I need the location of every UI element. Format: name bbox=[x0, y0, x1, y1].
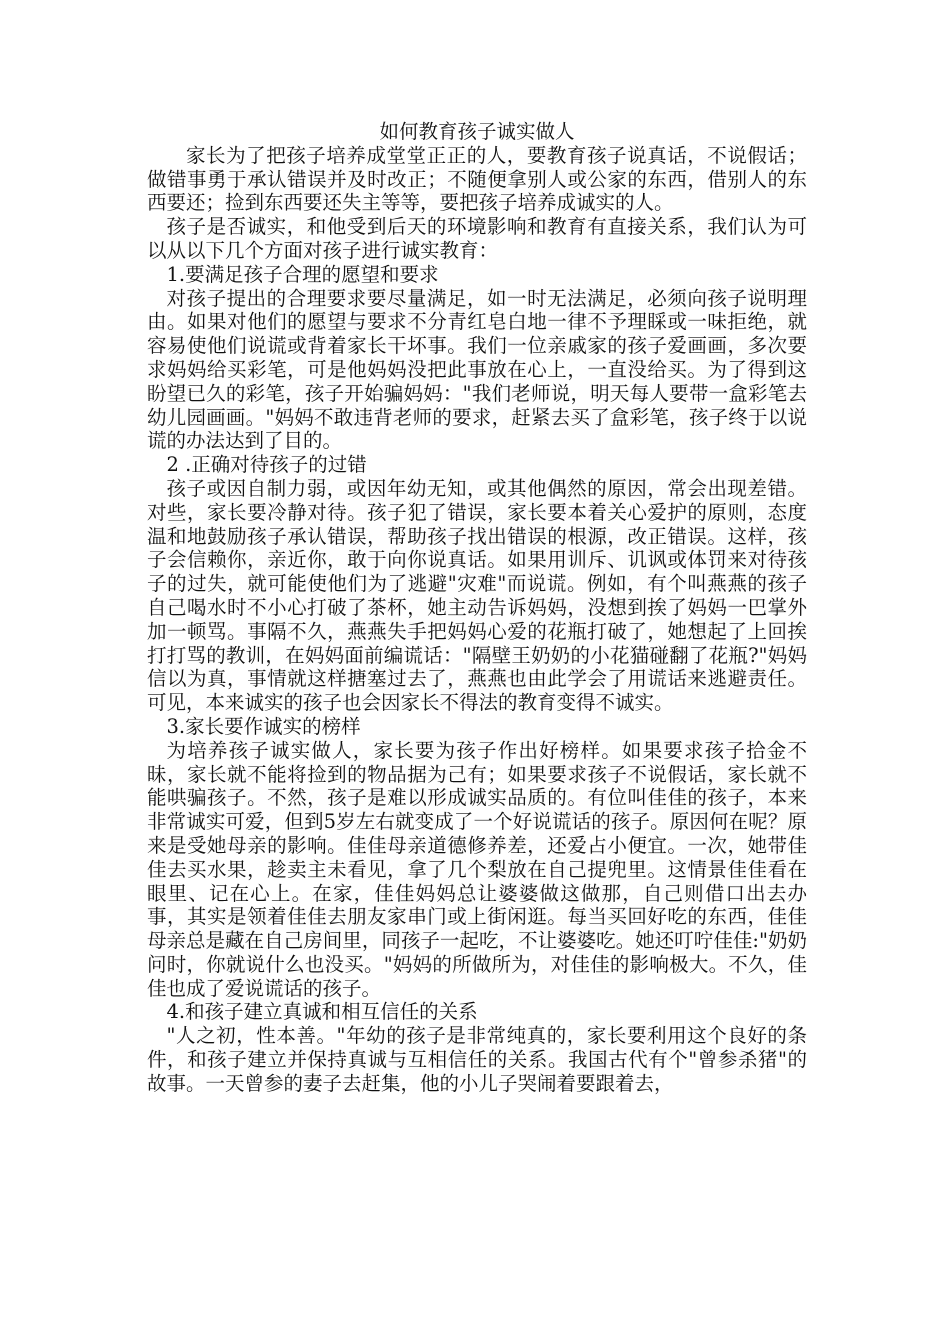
paragraph-intro: 家长为了把孩子培养成堂堂正正的人，要教育孩子说真话，不说假话；做错事勇于承认错误并及时改正；不随便拿别人或公家的东西，借别人的东西要还；捡到东西要还失主等等，要把孩子培养成诚实的人。 bbox=[147, 143, 807, 215]
section-heading-4: 4.和孩子建立真诚和相互信任的关系 bbox=[166, 1000, 478, 1024]
document-page bbox=[147, 120, 807, 1096]
section-heading-1: 1.要满足孩子合理的愿望和要求 bbox=[166, 262, 439, 286]
document-title: 如何教育孩子诚实做人 bbox=[379, 120, 575, 143]
paragraph-section-2: 孩子或因自制力弱，或因年幼无知，或其他偶然的原因，常会出现差错。对些，家长要冷静对待。孩子犯了错误，家长要本着关心爱护的原则，态度温和地鼓励孩子承认错误，帮助孩子找出错误的根源，改正错误。这样，孩子会信赖你，亲近你，敢于向你说真话。如果用训斥、讥讽或体罚来对待孩子的过失，就可能使他们为了逃避"灾难"而说谎。例如，有个叫燕燕的孩子自己喝水时不小心打破了茶杯，她主动告诉妈妈，没想到挨了妈妈一巴掌外加一顿骂。事隔不久，燕燕失手把妈妈心爱的花瓶打破了，她想起了上回挨打打骂的教训，在妈妈面前编谎话："隔壁王奶奶的小花猫碰翻了花瓶?"妈妈信以为真，事情就这样搪塞过去了，燕燕也由此学会了用谎话来逃避责任。可见，本来诚实的孩子也会因家长不得法的教育变得不诚实。 bbox=[147, 476, 807, 715]
paragraph-overview: 孩子是否诚实，和他受到后天的环境影响和教育有直接关系，我们认为可以从以下几个方面对孩子进行诚实教育： bbox=[147, 215, 807, 262]
section-heading-3: 3.家长要作诚实的榜样 bbox=[166, 714, 361, 738]
paragraph-section-3: 为培养孩子诚实做人，家长要为孩子作出好榜样。如果要求孩子拾金不昧，家长就不能将捡到的物品据为己有；如果要求孩子不说假话，家长就不能哄骗孩子。不然，孩子是难以形成诚实品质的。有位叫佳佳的孩子，本来非常诚实可爱，但到5岁左右就变成了一个好说谎话的孩子。原因何在呢？原来是受她母亲的影响。佳佳母亲道德修养差，还爱占小便宜。一次，她带佳佳去买水果，趁卖主未看见，拿了几个梨放在自己提兜里。这情景佳佳看在眼里、记在心上。在家，佳佳妈妈总让婆婆做这做那，自己则借口出去办事，其实是领着佳佳去朋友家串门或上街闲逛。每当买回好吃的东西，佳佳母亲总是藏在自己房间里，同孩子一起吃，不让婆婆吃。她还叮咛佳佳:"奶奶问时，你就说什么也没买。"妈妈的所做所为，对佳佳的影响极大。不久，佳佳也成了爱说谎话的孩子。 bbox=[147, 738, 807, 1000]
section-heading-2: 2 .正确对待孩子的过错 bbox=[166, 453, 367, 477]
paragraph-section-4: "人之初，性本善。"年幼的孩子是非常纯真的，家长要利用这个良好的条件，和孩子建立并保持真诚与互相信任的关系。我国古代有个"曾参杀猪"的故事。一天曾参的妻子去赶集，他的小儿子哭闹着要跟着去， bbox=[147, 1024, 807, 1095]
paragraph-section-1: 对孩子提出的合理要求要尽量满足，如一时无法满足，必须向孩子说明理由。如果对他们的愿望与要求不分青红皂白地一律不予理睬或一味拒绝，就容易使他们说谎或背着家长干坏事。我们一位亲戚家的孩子爱画画，多次要求妈妈给买彩笔，可是他妈妈没把此事放在心上，一直没给买。为了得到这盼望已久的彩笔，孩子开始骗妈妈："我们老师说，明天每人要带一盒彩笔去幼儿园画画。"妈妈不敢违背老师的要求，赶紧去买了盒彩笔，孩子终于以说谎的办法达到了目的。 bbox=[147, 286, 807, 453]
